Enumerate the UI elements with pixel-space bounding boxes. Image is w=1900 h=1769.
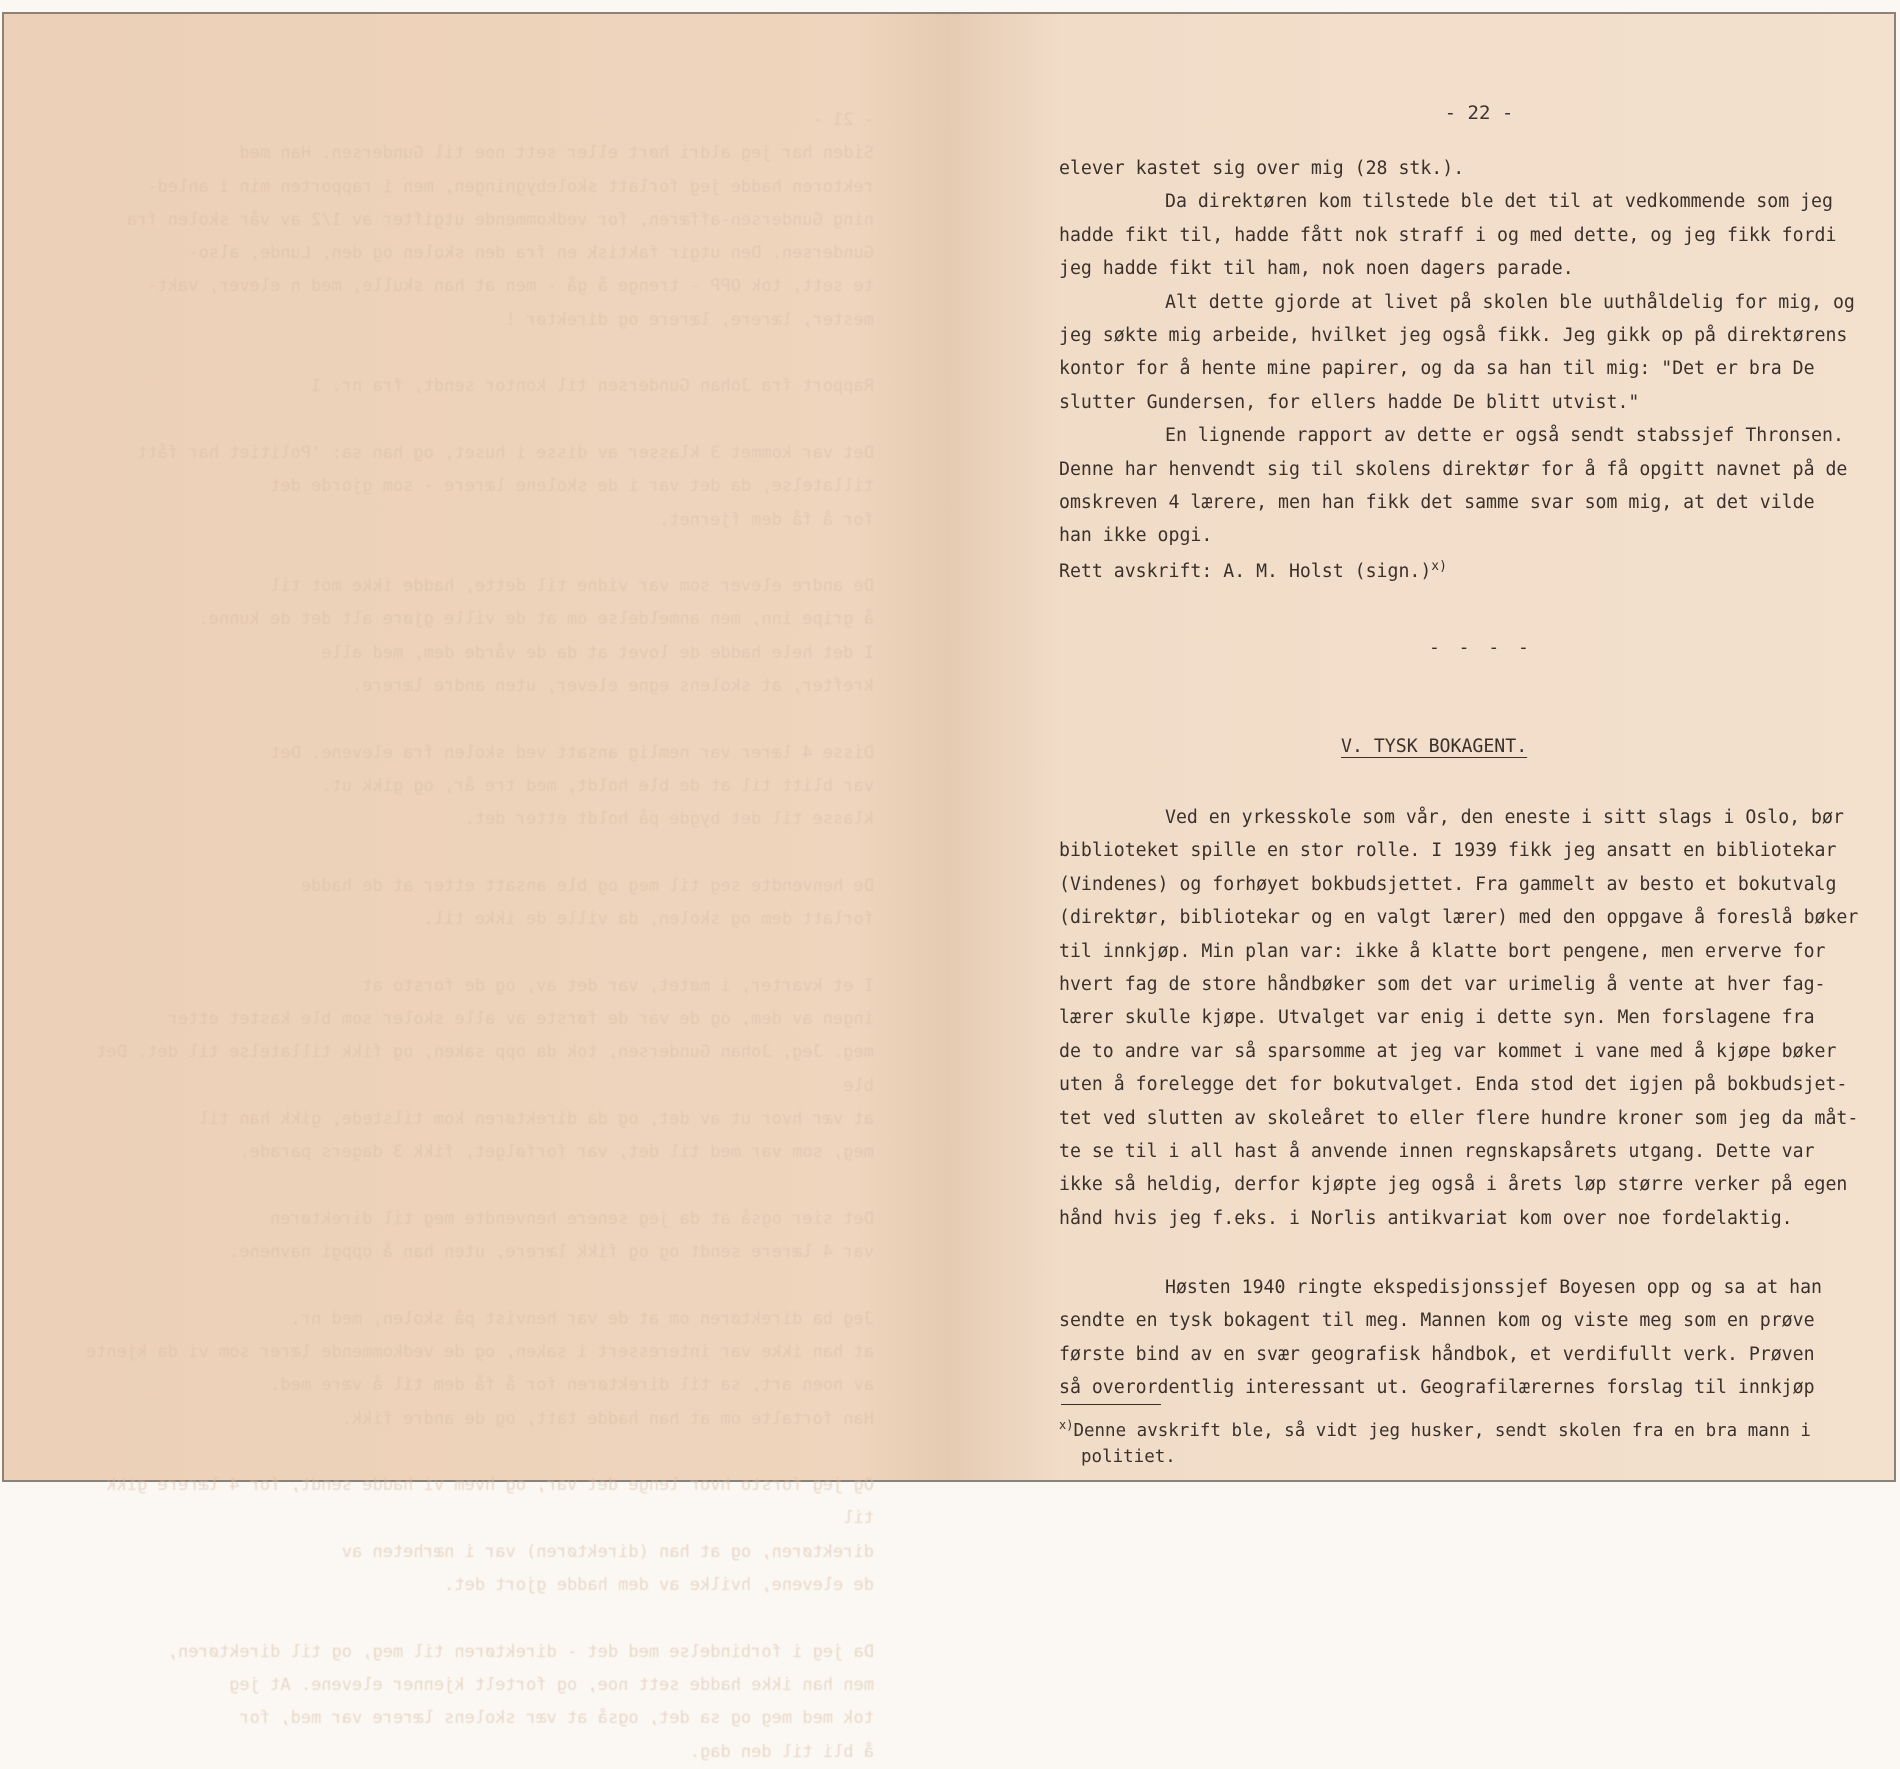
bleed-line: meg, som var med til det, var forfølget, fikk 3 dagers parade. bbox=[239, 1142, 874, 1163]
text-line: jeg søkte mig arbeide, hvilket jeg også fikk. Jeg gikk op på direktørens bbox=[1059, 325, 1848, 347]
bleed-line bbox=[74, 703, 874, 736]
bleed-line bbox=[74, 337, 874, 370]
scanned-book-spread bbox=[2, 12, 1896, 1762]
footnote-mark: x) bbox=[1059, 1418, 1074, 1432]
text-line: sendte en tysk bokagent til meg. Mannen kom og viste meg som en prøve bbox=[1059, 1310, 1815, 1332]
bleed-line: direktøren, og at han (direktøren) var i nærheten av bbox=[341, 1541, 874, 1562]
bleed-line: forlatt dem og skolen, da ville de ikke til. bbox=[423, 909, 874, 930]
text-line: Ved en yrkesskole som vår, den eneste i sitt slags i Oslo, bør bbox=[1165, 807, 1844, 828]
text-line: En lignende rapport av dette er også sendt stabssjef Thronsen. bbox=[1165, 425, 1844, 447]
bleed-line: Da jeg i forbindelse med det - direktøren til meg, og til direktøren, bbox=[167, 1641, 874, 1662]
bleed-line: Gundersen. Den utgir faktisk en fra den skolen og den, Lunde, also- bbox=[188, 243, 874, 264]
text-line: til innkjøp. Min plan var: ikke å klatte bort pengene, men erverve for bbox=[1059, 940, 1826, 962]
bleed-line: De henvendte seg til meg og ble ansatt etter at de hadde bbox=[300, 875, 874, 896]
bleed-line: ning Gundersen-affæren, for vedkommende utgifter av 1/2 av vår skolen fra bbox=[126, 209, 874, 230]
text-line: slutter Gundersen, for ellers hadde De blitt utvist." bbox=[1059, 391, 1640, 413]
text-line: ikke så heldig, derfor kjøpte jeg også i årets løp større verker på egen bbox=[1059, 1174, 1848, 1196]
text-line: (direktør, bibliotekar og en valgt lærer) med den oppgave å foreslå bøker bbox=[1059, 907, 1859, 929]
footnote-line-1 bbox=[1059, 1412, 1859, 1444]
text-line: Da direktøren kom tilstede ble det til at vedkommende som jeg bbox=[1165, 191, 1833, 213]
bleed-line: ingen av dem, og de var de første av alle skoler som ble kastet etter bbox=[167, 1009, 874, 1030]
text-line: hvert fag de store håndbøker som det var urimelig å vente at hver fag- bbox=[1059, 974, 1826, 996]
text-line: Denne har henvendt sig til skolens direktør for å få opgitt navnet på de bbox=[1059, 458, 1848, 480]
bleed-line bbox=[74, 404, 874, 437]
bleed-line: tok med meg og sa det, også at vær skolens lærere var med, for bbox=[239, 1708, 874, 1729]
bleed-line: at vær hvor ut av det, og da direktøren kom tilstede, gikk han til bbox=[198, 1108, 874, 1129]
bleed-line: Og jeg forsto hvor lenge det var, og hvem vi hadde sendt, for 4 lærere gikk til bbox=[96, 1475, 874, 1529]
text-line: hånd hvis jeg f.eks. i Norlis antikvariat kom over noe fordelaktig. bbox=[1059, 1207, 1793, 1229]
bleed-line: for å få dem fjernet. bbox=[659, 509, 874, 530]
bleed-line: var 4 lærere sendt og og fikk lærere, uten han å oppgi navnene. bbox=[229, 1242, 874, 1263]
text-line: uten å forelegge det for bokutvalget. Enda stod det igjen på bokbudsjet- bbox=[1059, 1074, 1848, 1096]
text-line: jeg hadde fikt til ham, nok noen dagers parade. bbox=[1059, 258, 1574, 280]
left-page-bleed-through bbox=[74, 104, 874, 1769]
bleed-line: å bli til den dag. bbox=[689, 1741, 874, 1762]
bleed-line: de elevene, hvilke av dem hadde gjort det. bbox=[444, 1575, 874, 1596]
bleed-line bbox=[74, 936, 874, 969]
text-line: biblioteket spille en stor rolle. I 1939 fikk jeg ansatt en bibliotekar bbox=[1059, 840, 1837, 862]
signature-mark: x) bbox=[1431, 559, 1447, 574]
text-line: første bind av en svær geografisk håndbok, et verdifullt verk. Prøven bbox=[1059, 1343, 1815, 1365]
bleed-line: å gripe inn, men anmeldelse om at de ville gjøre alt det de kunne. bbox=[198, 609, 874, 630]
page-number: - 22 - bbox=[1444, 102, 1514, 124]
text-line: kontor for å hente mine papirer, og da sa han til mig: "Det er bra De bbox=[1059, 358, 1815, 380]
text-line: tet ved slutten av skoleåret to eller flere hundre kroner som jeg da måt- bbox=[1059, 1107, 1859, 1129]
bleed-line bbox=[74, 1170, 874, 1203]
bleed-line: at han ikke var interessert i saken, og de vedkommende lærer som vi da kjente bbox=[85, 1341, 874, 1362]
bleed-line: tillatelse, da det var i de skolene lærere - som gjorde det bbox=[270, 476, 874, 497]
paragraph-block-3 bbox=[1059, 1271, 1859, 1405]
bleed-line: rektoren hadde jeg forlatt skolebygningen, men i rapporten min i anled- bbox=[147, 176, 874, 197]
right-page bbox=[949, 14, 1894, 1480]
footnote-line-2: politiet. bbox=[1081, 1446, 1176, 1467]
text-line: te se til i all hast å anvende innen regnskapsårets utgang. Dette var bbox=[1059, 1141, 1815, 1163]
text-line: elever kastet sig over mig (28 stk.). bbox=[1059, 158, 1465, 179]
left-page bbox=[4, 14, 949, 1762]
bleed-line: Rapport fra Johan Gundersen til kontor sendt, fra nr. 1 bbox=[311, 376, 874, 397]
bleed-line bbox=[74, 1436, 874, 1469]
text-line: omskreven 4 lærere, men han fikk det samme svar som mig, at det vilde bbox=[1059, 492, 1815, 514]
footnote bbox=[1059, 1412, 1859, 1470]
signature-line bbox=[1059, 559, 1447, 582]
text-line: (Vindenes) og forhøyet bokbudsjettet. Fra gammelt av besto et bokutvalg bbox=[1059, 873, 1837, 895]
bleed-line: te sett, tok OPP - trenge å gå - men at han skulle, med n elever, vakt- bbox=[147, 276, 874, 297]
text-line: de to andre var så sparsomme at jeg var kommet i vane med å kjøpe bøker bbox=[1059, 1040, 1837, 1062]
text-line: han ikke opgi. bbox=[1059, 525, 1213, 547]
bleed-line: De andre elever som var vidne til dette, hadde ikke mot til bbox=[270, 576, 874, 597]
footnote-rule bbox=[1061, 1404, 1161, 1405]
bleed-line: krefter, at skolens egne elever, uten andre lærere. bbox=[352, 676, 874, 697]
bleed-line: meg. Jeg, Johan Gundersen, tok da opp saken, og fikk tillatelse til det. Det ble bbox=[85, 1042, 874, 1096]
bleed-line: Jeg ba direktøren om at de var henvist på skolen, med nr. bbox=[290, 1308, 874, 1329]
bleed-line bbox=[74, 1602, 874, 1635]
bleed-line: Disse 4 lærer var nemlig ansatt ved skolen fra elevene. Det bbox=[270, 742, 874, 763]
text-line: så overordentlig interessant ut. Geografilærernes forslag til innkjøp bbox=[1059, 1377, 1815, 1399]
paragraph-block-1 bbox=[1059, 152, 1859, 553]
bleed-line: Siden har jeg aldri hørt eller sett noe til Gundersen. Han med bbox=[239, 143, 874, 164]
bleed-line: klasse til det bygde på holdt etter det. bbox=[464, 809, 874, 830]
bleed-line: var blitt til at de ble holdt, med tre år, og gikk ut. bbox=[321, 775, 874, 796]
bleed-line bbox=[74, 1269, 874, 1302]
signature-text: Rett avskrift: A. M. Holst (sign.) bbox=[1059, 561, 1432, 583]
bleed-line: I det hele hadde de lovet at da de vårde dem, med alle bbox=[321, 642, 874, 663]
section-separator: - - - - bbox=[1429, 637, 1533, 658]
bleed-line bbox=[74, 837, 874, 870]
bleed-line bbox=[74, 537, 874, 570]
paragraph-block-2 bbox=[1059, 801, 1859, 1235]
bleed-line: I et kvarter, i møtet, var det av, og de forsto at bbox=[362, 975, 874, 996]
bleed-line: men han ikke hadde sett noe, og fortelt kjenner elevene. At jeg bbox=[229, 1674, 874, 1695]
text-line: Høsten 1940 ringte ekspedisjonssjef Boyesen opp og sa at han bbox=[1165, 1277, 1822, 1298]
bleed-line: Det sier også at da jeg senere henvendte meg til direktøren bbox=[270, 1208, 874, 1229]
text-line: lærer skulle kjøpe. Utvalget var enig i dette syn. Men forslagene fra bbox=[1059, 1007, 1815, 1029]
footnote-text: Denne avskrift ble, så vidt jeg husker, sendt skolen fra en bra mann i bbox=[1073, 1420, 1811, 1441]
text-line: hadde fikt til, hadde fått nok straff i og med dette, og jeg fikk fordi bbox=[1059, 224, 1837, 246]
bleed-line: - 21 - bbox=[812, 110, 874, 130]
bleed-line: Han fortalte om at han hadde tatt, og de andre fikk. bbox=[341, 1408, 874, 1429]
bleed-line: Det var kommet 3 klasser av disse i huset, og han sa: 'Politiet har fått bbox=[137, 442, 874, 463]
bleed-line: mester, lærere, lærere og direktør ! bbox=[505, 309, 874, 330]
bleed-line: av noen art, sa til direktøren for å få dem til å være med. bbox=[270, 1375, 874, 1396]
section-heading: V. TYSK BOKAGENT. bbox=[1341, 736, 1528, 757]
text-line: Alt dette gjorde at livet på skolen ble uuthåldelig for mig, og bbox=[1165, 291, 1855, 313]
